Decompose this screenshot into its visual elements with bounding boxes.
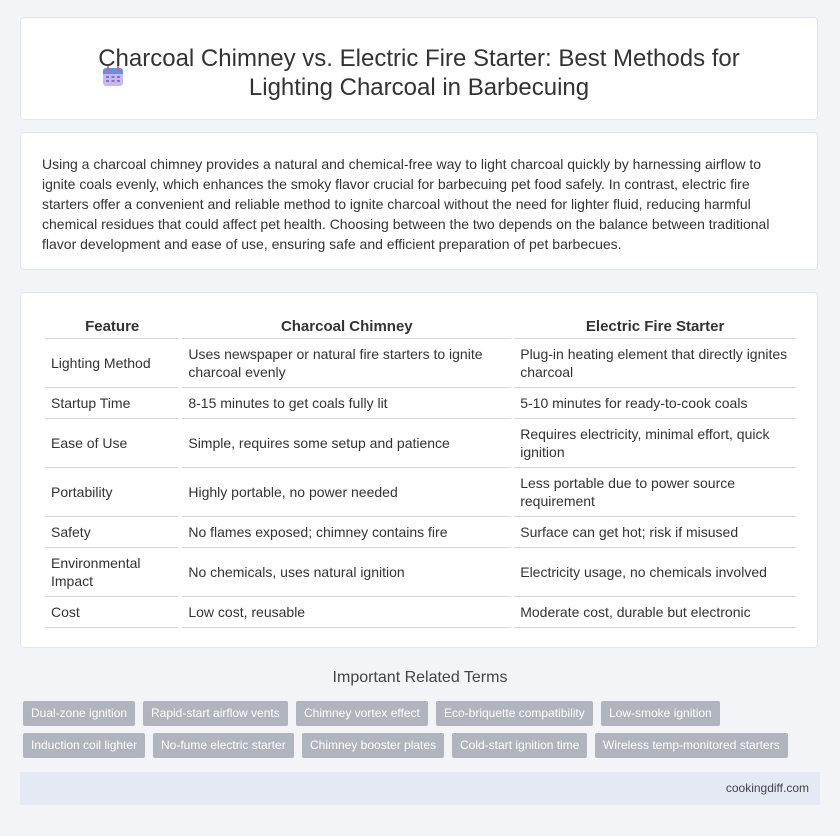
column-header-charcoal-chimney: Charcoal Chimney — [182, 315, 511, 339]
table-cell: Electricity usage, no chemicals involved — [514, 548, 796, 597]
table-cell: Lighting Method — [45, 339, 179, 388]
table-row — [45, 339, 796, 388]
table-cell: Low cost, reusable — [182, 597, 511, 628]
table-cell: Ease of Use — [45, 419, 179, 468]
related-term-tag[interactable]: Dual-zone ignition — [23, 701, 135, 726]
table-cell: Less portable due to power source requirement — [514, 468, 796, 517]
table-cell: 5-10 minutes for ready-to-cook coals — [514, 388, 796, 419]
table-cell: No chemicals, uses natural ignition — [182, 548, 511, 597]
table-cell: Plug-in heating element that directly ignites charcoal — [514, 339, 796, 388]
related-term-tag[interactable]: Induction coil lighter — [23, 733, 145, 758]
header-card — [20, 17, 818, 120]
table-cell: Surface can get hot; risk if misused — [514, 517, 796, 548]
table-row — [45, 548, 796, 597]
related-term-tag[interactable]: Eco-briquette compatibility — [436, 701, 593, 726]
column-header-electric-fire-starter: Electric Fire Starter — [514, 315, 796, 339]
table-cell: Simple, requires some setup and patience — [182, 419, 511, 468]
table-row — [45, 388, 796, 419]
comparison-card — [20, 292, 818, 648]
table-header-row — [45, 315, 796, 339]
related-term-tag[interactable]: Low-smoke ignition — [601, 701, 720, 726]
table-cell: Moderate cost, durable but electronic — [514, 597, 796, 628]
table-cell: Requires electricity, minimal effort, quick ignition — [514, 419, 796, 468]
comparison-table — [42, 315, 799, 628]
intro-paragraph: Using a charcoal chimney provides a natural and chemical-free way to light charcoal quickly by harnessing airflow to ignite coals evenly, which enhances the smoky flavor crucial for barbecuing pet food safely. In contrast, electric fire starters offer a convenient and reliable method to ignite charcoal without the need for lighter fluid, reducing harmful chemical residues that could affect pet health. Choosing between the two depends on the balance between traditional flavor development and ease of use, ensuring safe and efficient preparation of pet barbecues. — [42, 156, 770, 252]
related-term-tag[interactable]: Rapid-start airflow vents — [143, 701, 288, 726]
table-cell: Startup Time — [45, 388, 179, 419]
footer — [20, 772, 820, 805]
related-term-tag[interactable]: Cold-start ignition time — [452, 733, 587, 758]
table-cell: Portability — [45, 468, 179, 517]
page-title: Charcoal Chimney vs. Electric Fire Starter: Best Methods for Lighting Charcoal in Barbecuing — [98, 45, 740, 101]
table-row — [45, 597, 796, 628]
table-cell: Environmental Impact — [45, 548, 179, 597]
table-cell: Safety — [45, 517, 179, 548]
table-cell: Cost — [45, 597, 179, 628]
related-term-tag[interactable]: No-fume electric starter — [153, 733, 294, 758]
related-terms-title: Important Related Terms — [332, 669, 508, 686]
table-cell: 8-15 minutes to get coals fully lit — [182, 388, 511, 419]
column-header-feature: Feature — [45, 315, 179, 339]
table-row — [45, 419, 796, 468]
related-term-tag[interactable]: Chimney vortex effect — [296, 701, 428, 726]
table-row — [45, 468, 796, 517]
table-cell: Highly portable, no power needed — [182, 468, 511, 517]
table-cell: Uses newspaper or natural fire starters to ignite charcoal evenly — [182, 339, 511, 388]
related-term-tag[interactable]: Wireless temp-monitored starters — [595, 733, 788, 758]
related-term-tag[interactable]: Chimney booster plates — [302, 733, 444, 758]
footer-site-link[interactable]: cookingdiff.com — [725, 781, 809, 795]
intro-card — [20, 132, 818, 270]
table-row — [45, 517, 796, 548]
table-cell: No flames exposed; chimney contains fire — [182, 517, 511, 548]
